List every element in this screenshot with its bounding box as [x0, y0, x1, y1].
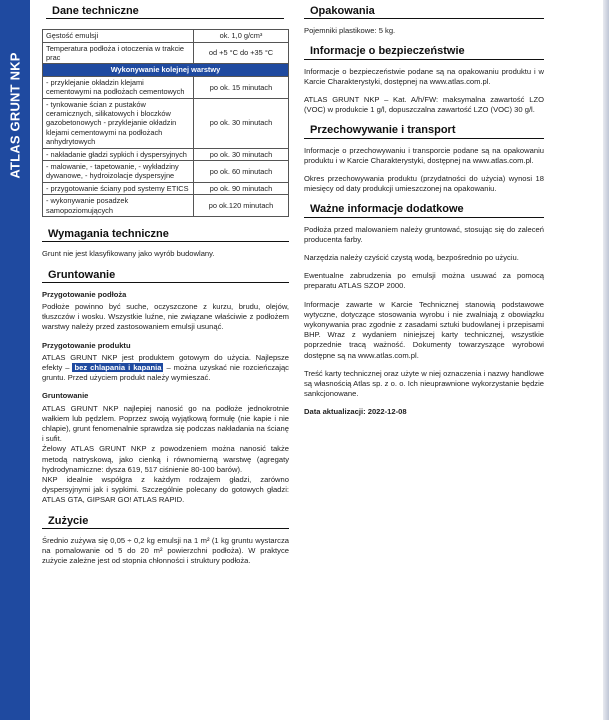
bezpieczenstwo-p1: Informacje o bezpieczeństwie podane są na opakowaniu produktu i w Karcie Charakterystyki, dostępnej na www.atlas.com.pl. — [304, 66, 544, 86]
table-row: - nakładanie gładzi sypkich i dyspersyjnych po ok. 30 minutach — [43, 148, 289, 160]
tech-data-table — [42, 29, 289, 217]
subheading-produkt: Przygotowanie produktu — [42, 340, 131, 350]
section-title-wazne: Ważne informacje dodatkowe — [304, 204, 544, 217]
gruntowanie-p2: Żelowy ATLAS GRUNT NKP z powodzeniem można nanosić także metodą natryskową, jako cienką i równomierną warstwę (agregaty hydrodynamiczne: dysza 619, 517 ciśnienie 80-100 barów). — [42, 444, 289, 474]
podloze-text: Podłoże powinno być suche, oczyszczone z kurzu, brudu, olejów, tłuszczów i wosku. Wszystkie luźne, nie związane właściwie z podłożem warstwy należy przed zastosowaniem emulsji usunąć. — [42, 301, 289, 332]
highlight-text: bez chlapania i kapania — [74, 362, 162, 372]
section-title-wymagania: Wymagania techniczne — [42, 229, 289, 242]
table-row: Temperatura podłoża i otoczenia w trakcie prac od +5 °C do +35 °C — [43, 42, 289, 64]
gruntowanie-p3: NKP idealnie współgra z każdym rodzajem gładzi, zarówno dyspersyjnymi jak i sypkimi. Szczególnie polecany do gotowych gładzi: ATLAS GTA, GIPSAR GO! ATLAS RAPID. — [42, 474, 289, 505]
section-title-dane: Dane techniczne — [46, 6, 284, 19]
page-edge — [603, 0, 609, 720]
table-row: - wykonywanie posadzek samopoziomujących po ok.120 minutach — [43, 195, 289, 217]
wymagania-text: Grunt nie jest klasyfikowany jako wyrób budowlany. — [42, 249, 215, 259]
zuzycie-text: Średnio zużywa się 0,05 ÷ 0,2 kg emulsji na 1 m² (1 kg gruntu wystarcza na pomalowanie od 5 do 20 m² powierzchni podłoża). W praktyce zużycie zależne jest od stopnia chłonności i struktury podłoża. — [42, 535, 289, 566]
table-row: - przyklejanie okładzin klejami cementowymi na podłożach cementowych po ok. 15 minutach — [43, 76, 289, 98]
produkt-text: ATLAS GRUNT NKP jest produktem gotowym do użycia. Najlepsze efekty – bez chlapania i kapania – można uzyskać nie rozcieńczając gruntu. Przed użyciem produkt należy wymieszać. — [42, 352, 289, 383]
section-title-bezpieczenstwo: Informacje o bezpieczeństwie — [304, 46, 544, 59]
left-column — [42, 6, 289, 572]
table-row: - tynkowanie ścian z pustaków ceramicznych, silikatowych i bloczków gazobetonowych - przyklejanie okładzin klejami cementowymi na podłożach anhydrytowych po ok. 30 minutach — [43, 98, 289, 148]
table-header-row: Wykonywanie kolejnej warstwy — [43, 64, 289, 76]
section-title-przechowywanie: Przechowywanie i transport — [304, 125, 544, 138]
przechowywanie-p2: Okres przechowywania produktu (przydatności do użycia) wynosi 18 miesięcy od daty produkcji umieszczonej na opakowaniu. — [304, 174, 544, 194]
wazne-p1: Podłoża przed malowaniem należy gruntować, stosując się do zaleceń producenta farby. — [304, 224, 544, 244]
wazne-p4: Informacje zawarte w Karcie Technicznej stanowią podstawowe wytyczne, dotyczące stosowania wyrobu i nie zwalniają z obowiązku wykonywania prac zgodnie z zasadami sztuki budowlanej i przepisami BHP. Wraz z wydaniem niniejszej karty technicznej, wszystkie poprzednie tracą ważność. Dokumenty towarzyszące wyrobowi dostępne są na www.atlas.com.pl. — [304, 299, 544, 360]
wazne-p5: Treść karty technicznej oraz użyte w niej oznaczenia i nazwy handlowe są własnością Atlas sp. z o. o. Ich nieuprawnione wykorzystanie będzie sankcjonowane. — [304, 368, 544, 399]
subheading-gruntowanie: Gruntowanie — [42, 391, 89, 401]
table-row: Gęstość emulsji ok. 1,0 g/cm³ — [43, 30, 289, 42]
right-column — [304, 6, 544, 420]
sidebar-band — [0, 0, 30, 720]
table-row: - przygotowanie ściany pod systemy ETICS po ok. 90 minutach — [43, 182, 289, 194]
section-title-gruntowanie: Gruntowanie — [42, 270, 289, 283]
wazne-p2: Narzędzia należy czyścić czystą wodą, bezpośrednio po użyciu. — [304, 253, 519, 263]
table-row: - malowanie, - tapetowanie, - wykładziny dywanowe, - hydroizolacje dyspersyjne po ok. 60 minutach — [43, 161, 289, 183]
section-title-zuzycie: Zużycie — [42, 516, 289, 529]
przechowywanie-p1: Informacje o przechowywaniu i transporcie podane są na opakowaniu produktu i w Karcie Charakterystyki, dostępnej na www.atlas.com.pl. — [304, 145, 544, 165]
update-date: Data aktualizacji: 2022-12-08 — [304, 407, 407, 417]
wazne-p3: Ewentualne zabrudzenia po emulsji można usuwać za pomocą preparatu ATLAS SZOP 2000. — [304, 271, 544, 291]
opakowania-text: Pojemniki plastikowe: 5 kg. — [304, 26, 396, 36]
gruntowanie-p1: ATLAS GRUNT NKP najlepiej nanosić go na podłoże jednokrotnie wałkiem lub pędzlem. Poprzez swoją wyjątkową formułę (nie kapie i nie chlapie), grunt fenomenalnie sprawdza się podczas nakładania na ścianę i sufit. — [42, 403, 289, 444]
product-name-vertical: ATLAS GRUNT NKP — [7, 51, 23, 179]
subheading-podloze: Przygotowanie podłoża — [42, 289, 127, 299]
bezpieczenstwo-p2: ATLAS GRUNT NKP – Kat. A/h/FW: maksymalna zawartość LZO (VOC) w produkcie 1 g/l, dopuszczalna zawartość LZO (VOC) 30 g/l. — [304, 95, 544, 115]
section-title-opakowania: Opakowania — [304, 6, 544, 19]
